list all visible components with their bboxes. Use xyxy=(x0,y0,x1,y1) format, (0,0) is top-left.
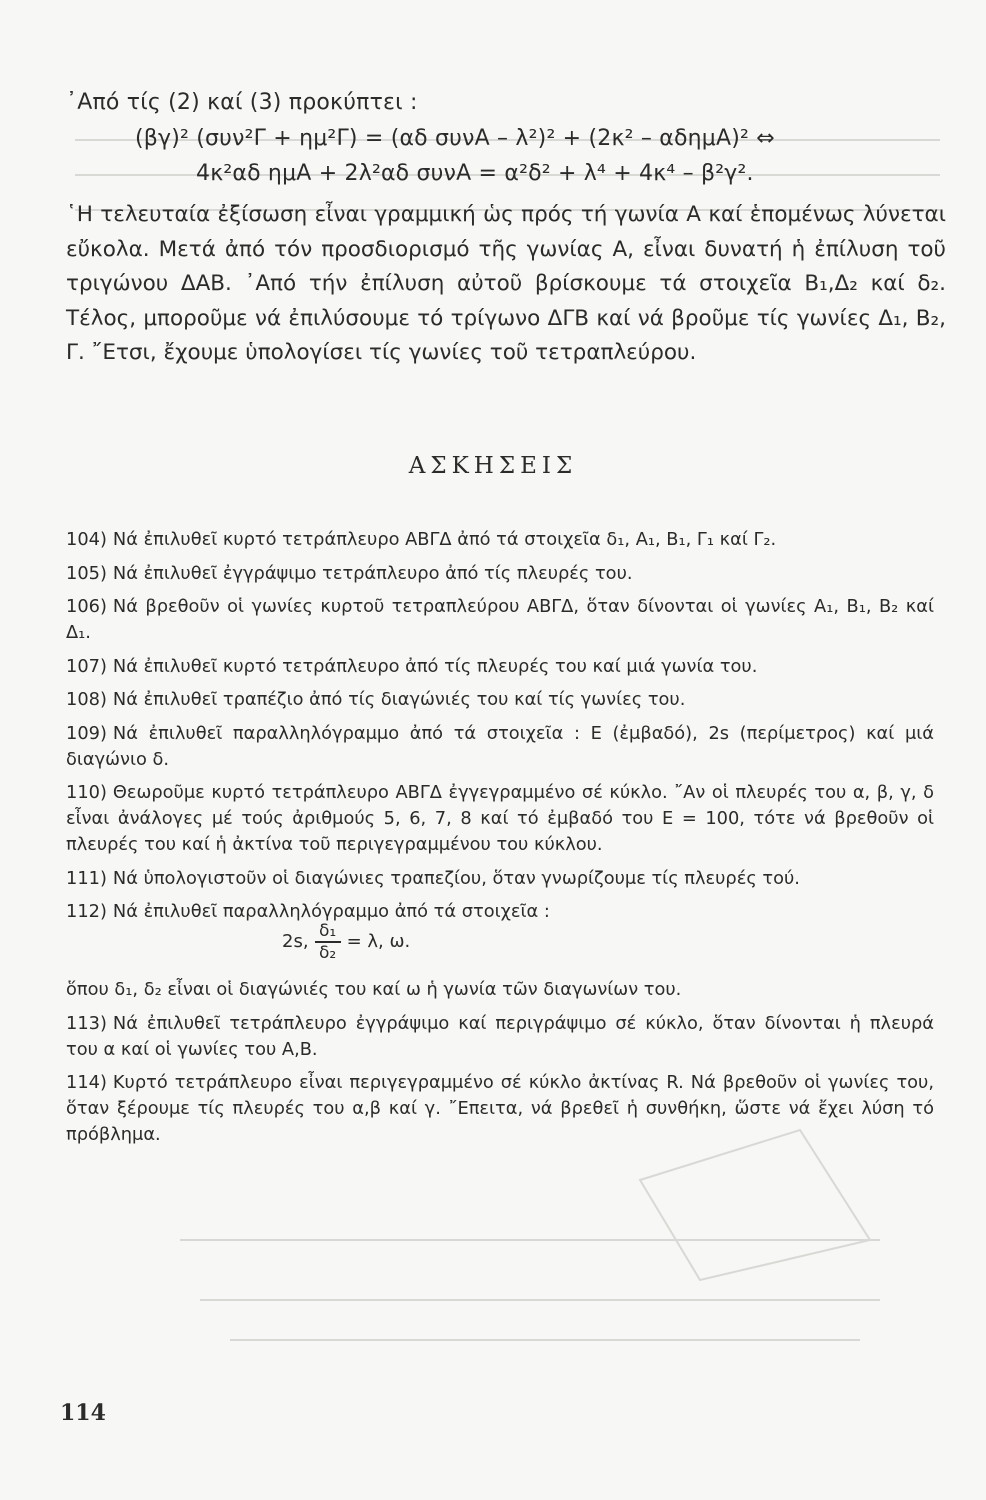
exercise-item: 105) Νά ἐπιλυθεῖ ἐγγράψιμο τετράπλευρο ἀπό τίς πλευρές του. xyxy=(66,562,633,584)
exercise-112-formula xyxy=(282,921,410,963)
paragraph-text: ῾Η τελευταία ἐξίσωση εἶναι γραμμική ὡς πρός τή γωνία Α καί ἑπομένως λύνεται εὔκολα. Μετά ἀπό τόν προσδιορισμό τῆς γωνίας Α, εἶναι δυνατή ἡ ἐπίλυση τοῦ τριγώνου ΔΑΒ. ᾿Από τήν ἐπίλυση αὐτοῦ βρίσκουμε τά στοιχεῖα Β₁,Δ₂ καί δ₂. Τέλος, μποροῦμε νά ἐπιλύσουμε τό τρίγωνο ΔΓΒ καί νά βροῦμε τίς γωνίες Δ₁, Β₂, Γ. ῎Ετσι, ἔχουμε ὑπολογίσει τίς γωνίες τοῦ τετραπλεύρου. xyxy=(66,202,946,365)
exercise-list xyxy=(66,527,934,1156)
exercise-item: 112) Νά ἐπιλυθεῖ παραλληλόγραμμο ἀπό τά στοιχεῖα : xyxy=(66,901,550,922)
exercise-item: 106) Νά βρεθοῦν οἱ γωνίες κυρτοῦ τετραπλεύρου ΑΒΓΔ, ὅταν δίνονται οἱ γωνίες Α₁, Β₁, Β₂ καί Δ₁. xyxy=(66,596,934,643)
exercise-item: 114) Κυρτό τετράπλευρο εἶναι περιγεγραμμένο σέ κύκλο ἀκτίνας R. Νά βρεθοῦν οἱ γωνίες του, ὅταν ξέρουμε τίς πλευρές του α,β καί γ. ῎Επειτα, νά βρεθεῖ ἡ συνθήκη, ὥστε νά ἔχει λύση τό πρόβλημα. xyxy=(66,1072,934,1145)
equation-line-2: 4κ²αδ ημΑ + 2λ²αδ συνΑ = α²δ² + λ⁴ + 4κ⁴ – β²γ². xyxy=(196,161,754,186)
formula-suffix: = λ, ω. xyxy=(346,931,411,953)
exercise-item: 113) Νά ἐπιλυθεῖ τετράπλευρο ἐγγράψιμο καί περιγράψιμο σέ κύκλο, ὅταν δίνονται ἡ πλευρά του α καί οἱ γωνίες του Α,Β. xyxy=(66,1012,934,1060)
explanation-paragraph xyxy=(66,198,946,371)
exercise-item: 109) Νά ἐπιλυθεῖ παραλληλόγραμμο ἀπό τά στοιχεῖα : Ε (ἐμβαδό), 2s (περίμετρος) καί μιά διαγώνιο δ. xyxy=(66,722,934,770)
exercise-item: 104) Νά ἐπιλυθεῖ κυρτό τετράπλευρο ΑΒΓΔ ἀπό τά στοιχεῖα δ₁, Α₁, Β₁, Γ₁ καί Γ₂. xyxy=(66,529,777,550)
equation-line-1: (βγ)² (συν²Γ + ημ²Γ) = (αδ συνΑ – λ²)² + (2κ² – αδημΑ)² ⇔ xyxy=(135,126,775,151)
exercise-item: 107) Νά ἐπιλυθεῖ κυρτό τετράπλευρο ἀπό τίς πλευρές του καί μιά γωνία του. xyxy=(66,655,758,677)
intro-line: ᾿Από τίς (2) καί (3) προκύπτει : xyxy=(66,90,418,115)
formula-denominator: δ₂ xyxy=(318,942,337,963)
page-number: 114 xyxy=(60,1400,106,1426)
exercise-item: 111) Νά ὑπολογιστοῦν οἱ διαγώνιες τραπεζίου, ὅταν γνωρίζουμε τίς πλευρές τού. xyxy=(66,867,800,889)
exercise-item: 108) Νά ἐπιλυθεῖ τραπέζιο ἀπό τίς διαγώνιές του καί τίς γωνίες του. xyxy=(66,689,686,710)
formula-numerator: δ₁ xyxy=(318,921,337,941)
exercise-item: 110) Θεωροῦμε κυρτό τετράπλευρο ΑΒΓΔ ἐγγεγραμμένο σέ κύκλο. ῎Αν οἱ πλευρές του α, β, γ, δ εἶναι ἀνάλογες μέ τούς ἀριθμούς 5, 6, 7, 8 καί τό ἐμβαδό του Ε = 100, τότε νά βρεθοῦν οἱ πλευρές του καί ἡ ἀκτίνα τοῦ περιγεγραμμένου του κύκλου. xyxy=(66,782,934,855)
exercise-112-continuation: ὅπου δ₁, δ₂ εἶναι οἱ διαγώνιές του καί ω ἡ γωνία τῶν διαγωνίων του. xyxy=(66,979,682,1000)
formula-fraction xyxy=(315,921,341,963)
formula-prefix: 2s, xyxy=(282,931,309,953)
section-heading: ΑΣΚΗΣΕΙΣ xyxy=(408,453,578,479)
